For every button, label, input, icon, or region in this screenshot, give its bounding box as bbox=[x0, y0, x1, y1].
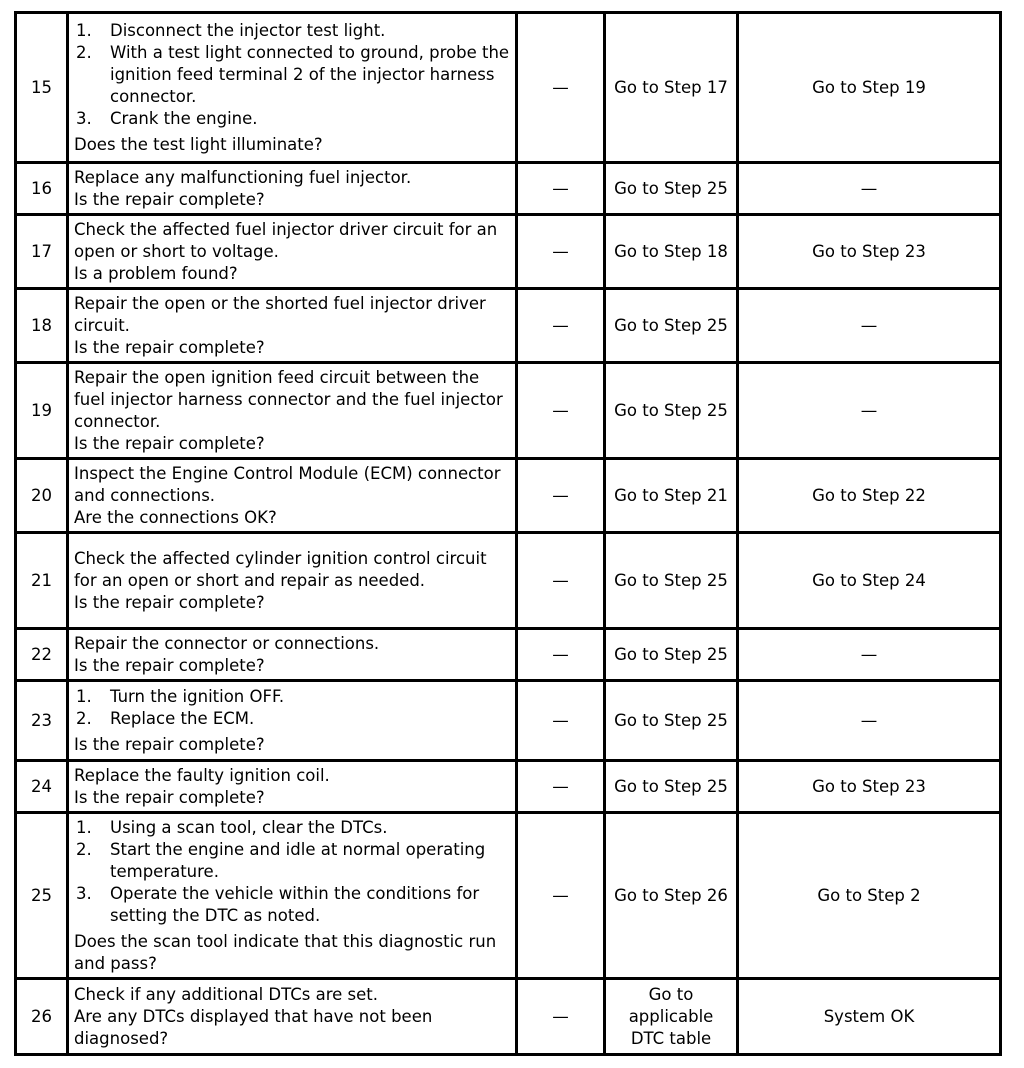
action-line: Repair the connector or connections. bbox=[74, 633, 380, 653]
numbered-item bbox=[74, 883, 510, 927]
no-cell: Go to Step 2 bbox=[738, 813, 1001, 979]
no-cell: Go to Step 22 bbox=[738, 459, 1001, 533]
value-cell: — bbox=[517, 459, 605, 533]
action-line: Is the repair complete? bbox=[74, 787, 265, 807]
action-line: Replace any malfunctioning fuel injector. bbox=[74, 167, 412, 187]
action-line: Is the repair complete? bbox=[74, 337, 265, 357]
action-line: Is the repair complete? bbox=[74, 189, 265, 209]
numbered-item bbox=[74, 817, 510, 839]
numbered-item bbox=[74, 20, 510, 42]
table-row bbox=[16, 681, 1001, 761]
action-line: Repair the open or the shorted fuel injector driver circuit. bbox=[74, 293, 486, 335]
action-line: Inspect the Engine Control Module (ECM) connector and connections. bbox=[74, 463, 501, 505]
action-line: Is a problem found? bbox=[74, 263, 238, 283]
action-cell bbox=[68, 979, 517, 1055]
table-row bbox=[16, 533, 1001, 629]
step-number: 16 bbox=[16, 163, 68, 215]
no-cell: System OK bbox=[738, 979, 1001, 1055]
yes-cell: Go to Step 18 bbox=[605, 215, 738, 289]
table-body bbox=[16, 13, 1001, 1055]
action-line: Are the connections OK? bbox=[74, 507, 277, 527]
action-cell bbox=[68, 681, 517, 761]
diagnostic-table bbox=[14, 11, 1002, 1056]
no-cell: — bbox=[738, 681, 1001, 761]
value-cell: — bbox=[517, 289, 605, 363]
value-cell: — bbox=[517, 215, 605, 289]
diagnostic-table-wrapper bbox=[14, 11, 1002, 1056]
yes-cell: Go to Step 26 bbox=[605, 813, 738, 979]
action-cell bbox=[68, 215, 517, 289]
table-row bbox=[16, 215, 1001, 289]
table-row bbox=[16, 13, 1001, 163]
yes-cell: Go to Step 25 bbox=[605, 289, 738, 363]
value-cell: — bbox=[517, 629, 605, 681]
value-cell: — bbox=[517, 681, 605, 761]
item-number: 1. bbox=[76, 20, 92, 40]
no-cell: Go to Step 19 bbox=[738, 13, 1001, 163]
item-number: 2. bbox=[76, 839, 92, 859]
step-number: 17 bbox=[16, 215, 68, 289]
numbered-item bbox=[74, 108, 510, 130]
no-cell: — bbox=[738, 363, 1001, 459]
item-number: 1. bbox=[76, 686, 92, 706]
action-line: Check the affected cylinder ignition control circuit for an open or short and repair as needed. bbox=[74, 548, 487, 590]
yes-cell: Go to Step 17 bbox=[605, 13, 738, 163]
item-text: Operate the vehicle within the conditions for setting the DTC as noted. bbox=[110, 883, 480, 925]
item-text: Turn the ignition OFF. bbox=[110, 686, 285, 706]
table-row bbox=[16, 629, 1001, 681]
value-cell: — bbox=[517, 979, 605, 1055]
step-number: 19 bbox=[16, 363, 68, 459]
action-line: Are any DTCs displayed that have not been diagnosed? bbox=[74, 1006, 433, 1048]
table-row bbox=[16, 363, 1001, 459]
item-number: 3. bbox=[76, 108, 92, 128]
no-cell: — bbox=[738, 629, 1001, 681]
value-cell: — bbox=[517, 13, 605, 163]
action-cell bbox=[68, 629, 517, 681]
step-number: 18 bbox=[16, 289, 68, 363]
item-text: Start the engine and idle at normal operating temperature. bbox=[110, 839, 486, 881]
action-cell bbox=[68, 289, 517, 363]
action-cell bbox=[68, 13, 517, 163]
table-row bbox=[16, 459, 1001, 533]
value-cell: — bbox=[517, 163, 605, 215]
table-row bbox=[16, 761, 1001, 813]
no-cell: Go to Step 23 bbox=[738, 761, 1001, 813]
step-number: 21 bbox=[16, 533, 68, 629]
action-line: Is the repair complete? bbox=[74, 592, 265, 612]
step-number: 25 bbox=[16, 813, 68, 979]
step-number: 24 bbox=[16, 761, 68, 813]
item-text: Disconnect the injector test light. bbox=[110, 20, 386, 40]
action-line: Check if any additional DTCs are set. bbox=[74, 984, 378, 1004]
item-text: With a test light connected to ground, probe the ignition feed terminal 2 of the injector harness connector. bbox=[110, 42, 510, 106]
value-cell: — bbox=[517, 363, 605, 459]
item-number: 1. bbox=[76, 817, 92, 837]
action-line: Is the repair complete? bbox=[74, 655, 265, 675]
question-text: Does the scan tool indicate that this diagnostic run and pass? bbox=[74, 931, 497, 973]
action-line: Is the repair complete? bbox=[74, 433, 265, 453]
action-cell bbox=[68, 533, 517, 629]
step-number: 26 bbox=[16, 979, 68, 1055]
yes-cell: Go to Step 25 bbox=[605, 533, 738, 629]
yes-cell: Go to applicable DTC table bbox=[605, 979, 738, 1055]
action-cell bbox=[68, 163, 517, 215]
item-number: 3. bbox=[76, 883, 92, 903]
step-number: 15 bbox=[16, 13, 68, 163]
step-number: 22 bbox=[16, 629, 68, 681]
no-cell: Go to Step 24 bbox=[738, 533, 1001, 629]
no-cell: Go to Step 23 bbox=[738, 215, 1001, 289]
step-number: 20 bbox=[16, 459, 68, 533]
numbered-item bbox=[74, 686, 510, 708]
table-row bbox=[16, 289, 1001, 363]
action-cell bbox=[68, 363, 517, 459]
item-number: 2. bbox=[76, 42, 92, 62]
item-number: 2. bbox=[76, 708, 92, 728]
value-cell: — bbox=[517, 761, 605, 813]
action-cell bbox=[68, 813, 517, 979]
table-row bbox=[16, 979, 1001, 1055]
table-row bbox=[16, 163, 1001, 215]
no-cell: — bbox=[738, 163, 1001, 215]
step-number: 23 bbox=[16, 681, 68, 761]
action-line: Check the affected fuel injector driver circuit for an open or short to voltage. bbox=[74, 219, 498, 261]
yes-cell: Go to Step 25 bbox=[605, 681, 738, 761]
numbered-item bbox=[74, 42, 510, 108]
question-text: Is the repair complete? bbox=[74, 734, 265, 754]
yes-cell: Go to Step 25 bbox=[605, 363, 738, 459]
item-text: Using a scan tool, clear the DTCs. bbox=[110, 817, 388, 837]
action-cell bbox=[68, 459, 517, 533]
action-line: Replace the faulty ignition coil. bbox=[74, 765, 330, 785]
item-text: Replace the ECM. bbox=[110, 708, 255, 728]
yes-cell: Go to Step 25 bbox=[605, 163, 738, 215]
item-text: Crank the engine. bbox=[110, 108, 258, 128]
yes-cell: Go to Step 21 bbox=[605, 459, 738, 533]
numbered-item bbox=[74, 839, 510, 883]
no-cell: — bbox=[738, 289, 1001, 363]
action-line: Repair the open ignition feed circuit between the fuel injector harness connector and the fuel injector connector. bbox=[74, 367, 503, 431]
yes-cell: Go to Step 25 bbox=[605, 629, 738, 681]
action-cell bbox=[68, 761, 517, 813]
value-cell: — bbox=[517, 813, 605, 979]
numbered-item bbox=[74, 708, 510, 730]
value-cell: — bbox=[517, 533, 605, 629]
yes-cell: Go to Step 25 bbox=[605, 761, 738, 813]
question-text: Does the test light illuminate? bbox=[74, 134, 323, 154]
table-row bbox=[16, 813, 1001, 979]
